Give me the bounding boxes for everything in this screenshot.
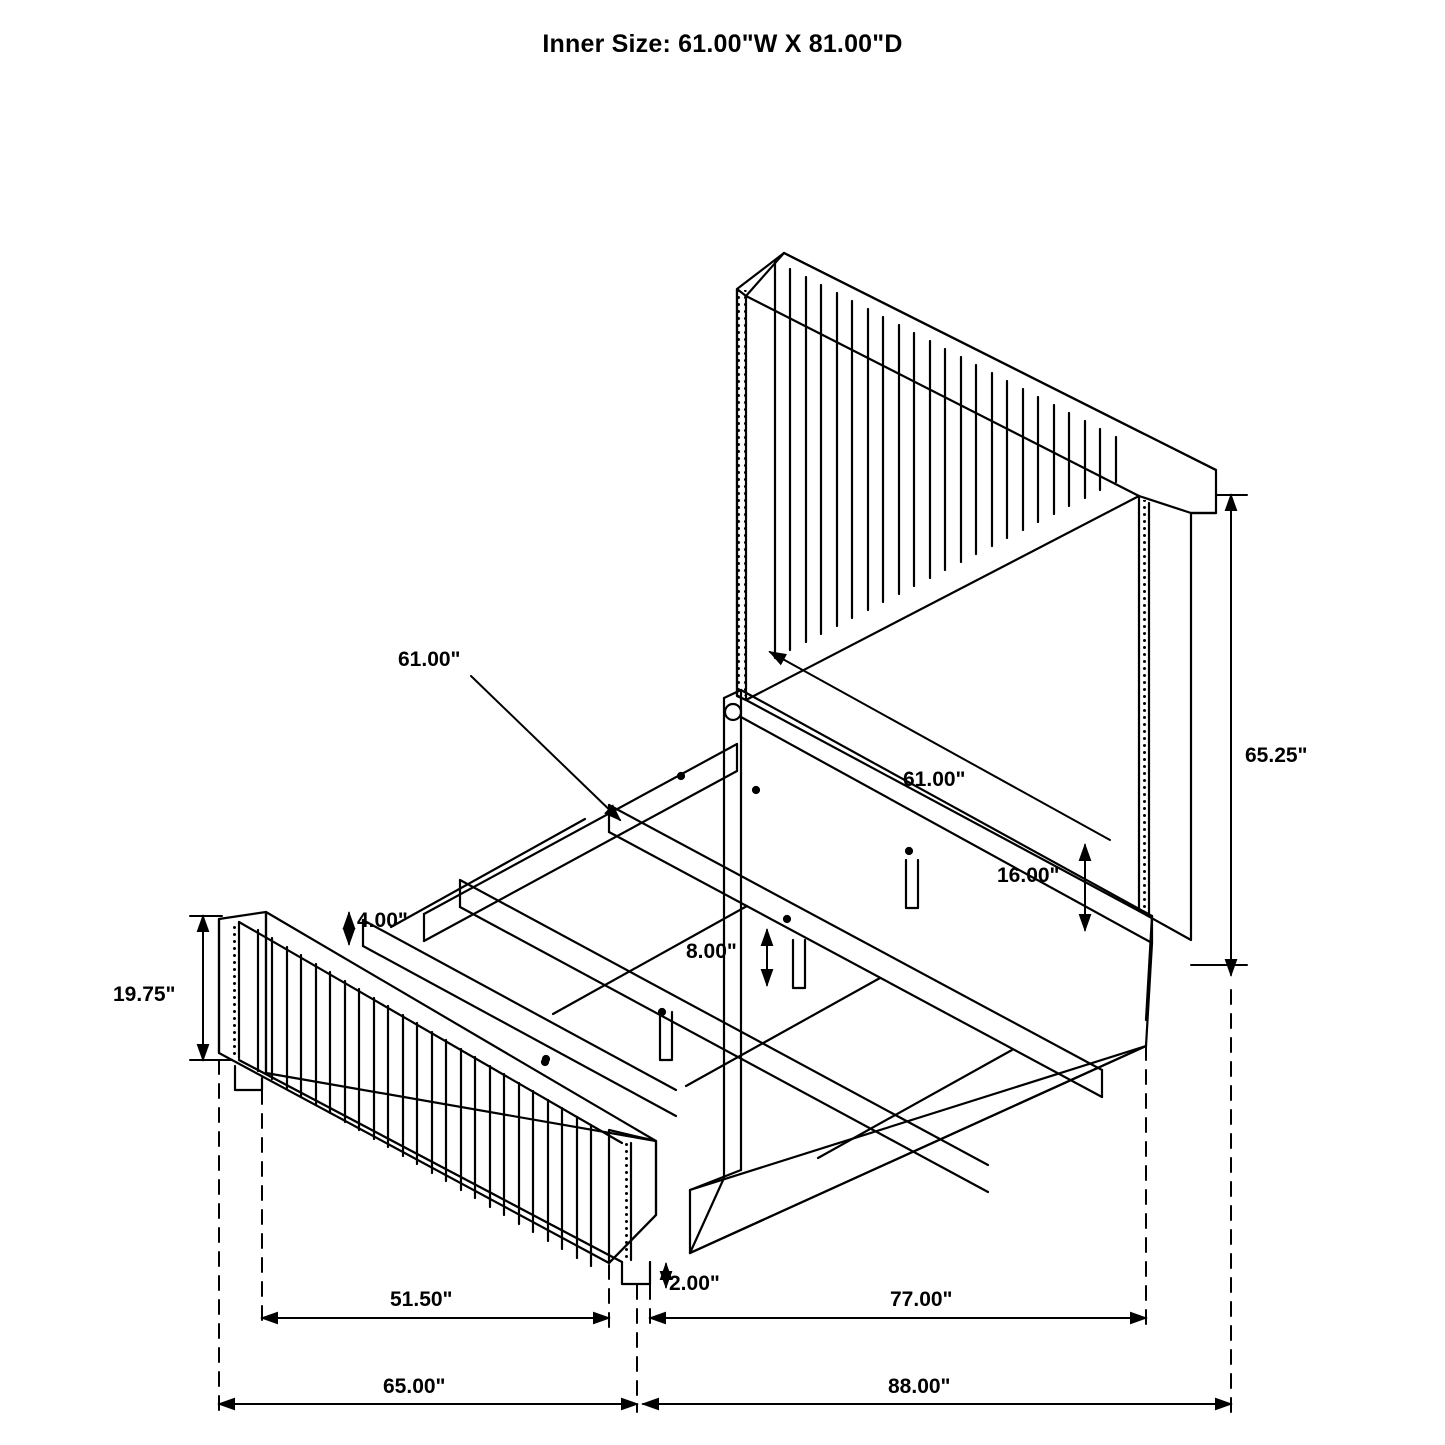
page-title: Inner Size: 61.00"W X 81.00"D bbox=[542, 30, 903, 58]
dimension-label-rail-height: 4.00" bbox=[357, 909, 408, 932]
dimension-label-headboard-width: 61.00" bbox=[903, 768, 966, 791]
dimension-label-inner-width: 61.00" bbox=[398, 648, 461, 671]
dimension-label-footboard-height: 19.75" bbox=[113, 983, 176, 1006]
dimension-label-side-length: 77.00" bbox=[890, 1288, 953, 1311]
dimension-label-leg-height: 8.00" bbox=[686, 940, 737, 963]
dimension-label-footboard-inner: 51.50" bbox=[390, 1288, 453, 1311]
dimension-label-deck-height: 16.00" bbox=[997, 864, 1060, 887]
dimension-label-overall-length: 88.00" bbox=[888, 1375, 951, 1398]
dimension-label-floor-clearance: 2.00" bbox=[669, 1272, 720, 1295]
dimension-label-overall-width: 65.00" bbox=[383, 1375, 446, 1398]
dimension-label-headboard-height: 65.25" bbox=[1245, 744, 1308, 767]
